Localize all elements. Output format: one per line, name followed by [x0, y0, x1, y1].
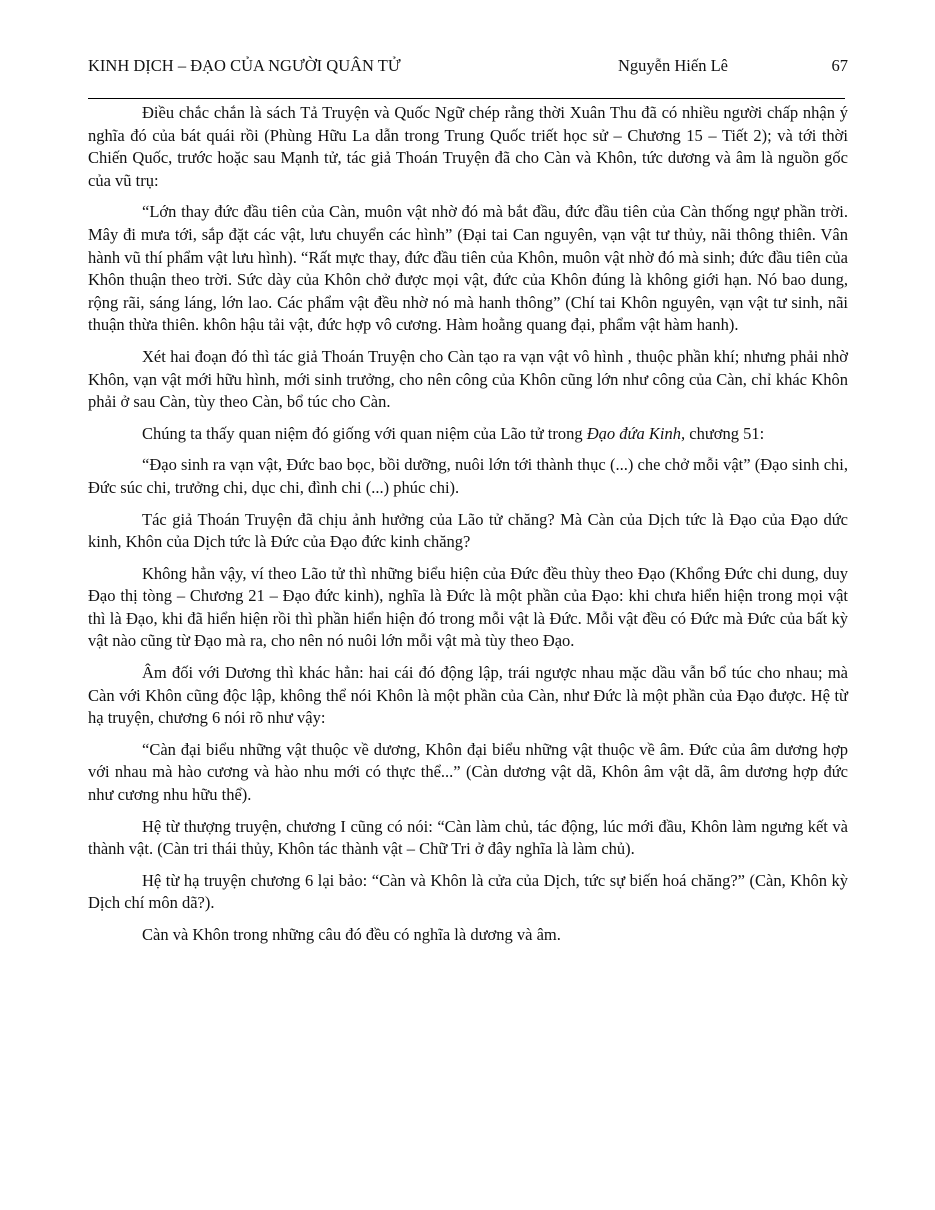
paragraph-text: Chúng ta thấy quan niệm đó giống với quan niệm của Lão tử trong: [142, 423, 587, 443]
quote-paragraph: “Đạo sinh ra vạn vật, Đức bao bọc, bồi dưỡng, nuôi lớn tới thành thục (...) che chở mỗi vật” (Đạo sinh chi, Đức súc chi, trưởng chi, dục chi, đình chi (...) phúc chi).: [88, 455, 848, 497]
paragraph: Càn và Khôn trong những câu đó đều có nghĩa là dương và âm.: [142, 925, 561, 944]
header-rule: [88, 98, 845, 99]
quote-paragraph: “Lớn thay đức đầu tiên của Càn, muôn vật nhờ đó mà bắt đầu, đức đầu tiên của Càn thống ngự phần trời. Mây đi mưa tới, sắp đặt các vật, lưu chuyển các hình” (Đại tai Can nguyên, vạn vật tư thủy, nãi thông thiên. Vân hành vũ thí phẩm vật lưu hình). “Rất mực thay, đức đầu tiên của Khôn, muôn vật nhờ đó mà sinh; đức đầu tiên của Khôn thuận theo trời. Sức dày của Khôn chở được mọi vật, đức của Khôn đúng là không giới hạn. Nó bao dung, rộng rãi, sáng láng, lớn lao. Các phẩm vật đều nhờ nó mà hanh thông” (Chí tai Khôn nguyên, vạn vật tư sinh, nãi thuận thừa thiên. khôn hậu tải vật, đức hợp vô cương. Hàm hoằng quang đại, phẩm vật hàm hanh).: [88, 202, 848, 335]
author-name: Nguyễn Hiến Lê: [618, 56, 728, 75]
quote-paragraph: “Càn đại biểu những vật thuộc về dương, Khôn đại biểu những vật thuộc về âm. Đức của âm dương hợp với nhau mà hào cương và hào nhu mới có thực thể...” (Càn dương vật dã, Khôn âm vật dã, âm dương hợp đức như cương nhu hữu thể).: [88, 739, 848, 805]
paragraph: Không hẳn vậy, ví theo Lão tử thì những biểu hiện của Đức đều thùy theo Đạo (Khổng Đức chi dung, duy Đạo thị tòng – Chương 21 – Đạo đức kinh), nghĩa là Đức là một phần của Đạo: khi chưa hiển hiện trong mọi vật thì là Đạo, khi đã hiển hiện rồi thì phần hiển hiện đó trong mỗi vật là Đức. Mỗi vật đều có Đức mà Đức của bất kỳ vật nào cũng từ Đạo mà ra, cho nên nó nuôi lớn mỗi vật mà tùy theo Đạo.: [88, 563, 848, 651]
page-body: [88, 102, 848, 956]
paragraph: Tác giả Thoán Truyện đã chịu ảnh hưởng của Lão tử chăng? Mà Càn của Dịch tức là Đạo của Đạo dức kinh, Khôn của Dịch tức là Đức của Đạo đức kinh chăng?: [88, 509, 848, 552]
paragraph-text: chương 51:: [685, 423, 765, 443]
page-number: 67: [831, 56, 848, 75]
paragraph: Điều chắc chắn là sách Tả Truyện và Quốc Ngữ chép rằng thời Xuân Thu đã có nhiều người chấp nhận ý nghĩa đó của bát quái rồi (Phùng Hữu La dẫn trong Trung Quốc triết học sử – Chương 15 – Tiết 2); và tới thời Chiến Quốc, trước hoặc sau Mạnh tử, tác giả Thoán Truyện đã cho Càn và Khôn, tức dương và âm là nguồn gốc của vũ trụ:: [88, 103, 848, 190]
paragraph: Hệ từ hạ truyện chương 6 lại bảo: “Càn và Khôn là cửa của Dịch, tức sự biến hoá chăng?” (Càn, Khôn kỳ Dịch chí môn dã?).: [88, 870, 848, 913]
book-title: KINH DỊCH – ĐẠO CỦA NGƯỜI QUÂN TỬ: [88, 56, 401, 75]
paragraph-with-book-title: [88, 423, 848, 446]
italic-book-title: Đạo đứa Kinh,: [586, 423, 686, 443]
paragraph: Hệ từ thượng truyện, chương I cũng có nói: “Càn làm chủ, tác động, lúc mới đầu, Khôn làm ngưng kết và thành vật. (Càn tri thái thủy, Khôn tác thành vật – Chữ Tri ở đây nghĩa là làm chủ).: [88, 816, 848, 859]
paragraph: Âm đối với Dương thì khác hẳn: hai cái đó động lập, trái ngược nhau mặc dầu vẫn bổ túc cho nhau; mà Càn với Khôn cũng độc lập, không thể nói Khôn là một phần của Càn, như Đức là một phần của Đạo được. Hệ từ hạ truyện, chương 6 nói rõ như vậy:: [88, 663, 848, 728]
paragraph: Xét hai đoạn đó thì tác giả Thoán Truyện cho Càn tạo ra vạn vật vô hình , thuộc phần khí; nhưng phải nhờ Khôn, vạn vật mới hữu hình, mới sinh trưởng, cho nên công của Khôn cũng lớn như công của Càn, chỉ khác Khôn phải ở sau Càn, tùy theo Càn, bổ túc cho Càn.: [88, 346, 848, 412]
page-header: [88, 56, 848, 80]
